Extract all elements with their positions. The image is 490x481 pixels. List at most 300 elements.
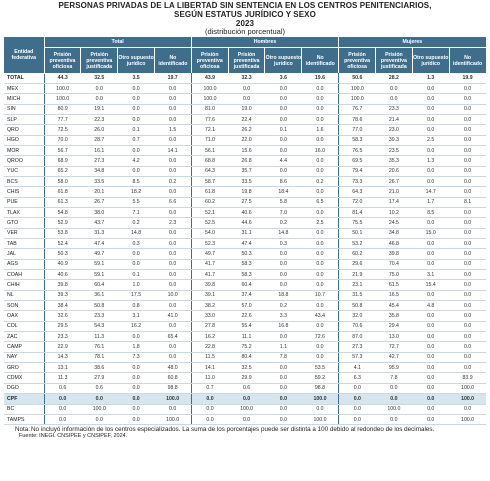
table-row: [4, 83, 486, 93]
row-value: 28.2: [375, 73, 412, 83]
row-value: 100.0: [302, 394, 339, 404]
row-value: 61.5: [375, 280, 412, 290]
row-value: 52.3: [191, 239, 228, 249]
row-entity: AGS: [4, 259, 44, 269]
row-value: 2.5: [412, 135, 449, 145]
row-value: 3.1: [118, 311, 155, 321]
row-value: 57.0: [228, 301, 265, 311]
row-value: 40.6: [44, 270, 81, 280]
row-value: 0.0: [412, 94, 449, 104]
row-value: 43.9: [191, 73, 228, 83]
row-value: 0.0: [412, 373, 449, 383]
row-value: 50.3: [44, 249, 81, 259]
row-value: 0.0: [412, 114, 449, 124]
table-row: [4, 94, 486, 104]
table-row: [4, 290, 486, 300]
subheader: Otro supuesto jurídico: [118, 48, 155, 74]
row-value: 68.9: [44, 156, 81, 166]
row-value: 50.8: [339, 301, 376, 311]
row-value: 26.0: [81, 125, 118, 135]
row-value: 0.0: [118, 414, 155, 424]
row-value: 0.6: [228, 383, 265, 393]
row-value: 55.4: [228, 321, 265, 331]
row-value: 43.4: [302, 311, 339, 321]
row-value: 5.8: [265, 197, 302, 207]
row-value: 0.0: [302, 207, 339, 217]
row-value: 0.0: [154, 104, 191, 114]
row-value: 0.0: [449, 332, 486, 342]
table-row: [4, 197, 486, 207]
row-value: 0.0: [44, 404, 81, 414]
row-value: 27.3: [81, 156, 118, 166]
row-value: 0.0: [449, 301, 486, 311]
row-value: 0.0: [449, 125, 486, 135]
row-value: 0.0: [339, 414, 376, 424]
row-value: 37.4: [228, 290, 265, 300]
row-value: 34.8: [81, 166, 118, 176]
subheader: No identificado: [154, 48, 191, 74]
row-entity: SON: [4, 301, 44, 311]
row-value: 50.8: [81, 301, 118, 311]
row-value: 58.3: [228, 270, 265, 280]
row-value: 22.3: [81, 114, 118, 124]
row-value: 0.0: [449, 166, 486, 176]
row-entity: SIN: [4, 104, 44, 114]
row-value: 26.7: [81, 197, 118, 207]
row-entity: COAH: [4, 270, 44, 280]
row-value: 38.4: [44, 301, 81, 311]
row-value: 0.0: [154, 114, 191, 124]
row-value: 59.1: [81, 259, 118, 269]
row-value: 44.6: [228, 218, 265, 228]
row-value: 0.0: [265, 166, 302, 176]
row-value: 0.0: [154, 228, 191, 238]
row-value: 43.7: [81, 218, 118, 228]
row-value: 73.3: [339, 176, 376, 186]
row-entity: MEX: [4, 83, 44, 93]
table-row: [4, 145, 486, 155]
table-row: [4, 311, 486, 321]
row-value: 0.0: [302, 135, 339, 145]
table-row: [4, 301, 486, 311]
row-value: 0.0: [191, 394, 228, 404]
subheader: Prisión preventiva oficiosa: [191, 48, 228, 74]
row-value: 39.3: [44, 290, 81, 300]
row-value: 0.7: [118, 135, 155, 145]
row-value: 0.0: [449, 404, 486, 414]
row-value: 50.3: [228, 249, 265, 259]
row-value: 52.1: [191, 207, 228, 217]
table-note: [15, 426, 459, 434]
row-value: 0.0: [44, 394, 81, 404]
row-value: 0.0: [449, 311, 486, 321]
row-entity: OAX: [4, 311, 44, 321]
row-value: 0.0: [154, 321, 191, 331]
row-value: 0.0: [412, 383, 449, 393]
row-value: 0.0: [302, 280, 339, 290]
table-row: [4, 239, 486, 249]
row-value: 0.0: [375, 94, 412, 104]
row-value: 100.0: [449, 414, 486, 424]
row-value: 16.0: [302, 145, 339, 155]
row-value: 0.0: [302, 94, 339, 104]
row-value: 16.2: [118, 321, 155, 331]
row-value: 15.4: [412, 280, 449, 290]
row-value: 26.7: [375, 176, 412, 186]
row-value: 11.1: [228, 332, 265, 342]
row-value: 1.6: [302, 125, 339, 135]
row-value: 65.2: [44, 166, 81, 176]
row-value: 14.7: [412, 187, 449, 197]
row-value: 3.5: [118, 73, 155, 83]
row-value: 0.0: [339, 404, 376, 414]
row-value: 7.1: [118, 207, 155, 217]
row-value: 0.0: [118, 83, 155, 93]
row-value: 58.0: [44, 176, 81, 186]
row-value: 0.0: [449, 228, 486, 238]
row-entity: GTO: [4, 218, 44, 228]
row-value: 23.3: [44, 332, 81, 342]
row-value: 83.9: [449, 373, 486, 383]
row-value: 53.2: [339, 239, 376, 249]
row-value: 0.1: [118, 270, 155, 280]
row-value: 19.9: [449, 73, 486, 83]
row-entity: TAB: [4, 239, 44, 249]
row-value: 0.0: [154, 207, 191, 217]
row-value: 77.0: [339, 125, 376, 135]
row-entity: TLAX: [4, 207, 44, 217]
row-entity: VER: [4, 228, 44, 238]
row-value: 32.3: [228, 73, 265, 83]
row-value: 0.0: [375, 383, 412, 393]
row-value: 35.7: [228, 166, 265, 176]
table-row: [4, 125, 486, 135]
row-value: 0.0: [302, 239, 339, 249]
row-value: 95.9: [375, 363, 412, 373]
row-value: 0.0: [118, 373, 155, 383]
row-entity: TOTAL: [4, 73, 44, 83]
table-row: [4, 207, 486, 217]
row-value: 58.3: [228, 259, 265, 269]
row-value: 0.0: [412, 125, 449, 135]
row-value: 0.0: [265, 332, 302, 342]
row-value: 49.7: [191, 249, 228, 259]
row-value: 76.5: [339, 145, 376, 155]
row-value: 0.0: [228, 394, 265, 404]
table-row: [4, 383, 486, 393]
row-entity: CHIH: [4, 280, 44, 290]
row-value: 38.2: [191, 301, 228, 311]
table-row: [4, 135, 486, 145]
row-value: 19.8: [228, 187, 265, 197]
row-entity: GRO: [4, 363, 44, 373]
row-value: 39.8: [44, 280, 81, 290]
row-value: 81.0: [191, 104, 228, 114]
row-value: 0.0: [302, 249, 339, 259]
subheader: No identificado: [449, 48, 486, 74]
row-value: 20.6: [375, 166, 412, 176]
row-value: 0.7: [191, 383, 228, 393]
row-value: 35.3: [375, 156, 412, 166]
row-value: 3.1: [412, 270, 449, 280]
row-value: 61.3: [44, 197, 81, 207]
table-row: [4, 104, 486, 114]
row-value: 0.0: [265, 104, 302, 114]
row-value: 23.3: [81, 311, 118, 321]
row-entity: ZAC: [4, 332, 44, 342]
row-value: 0.0: [449, 239, 486, 249]
row-value: 15.6: [228, 145, 265, 155]
row-value: 0.0: [449, 259, 486, 269]
row-value: 34.8: [375, 228, 412, 238]
row-value: 100.0: [228, 404, 265, 414]
row-value: 27.9: [81, 373, 118, 383]
table-row: [4, 373, 486, 383]
header-group-hombres: Hombres: [191, 37, 338, 48]
row-entity: MICH: [4, 94, 44, 104]
row-value: 4.1: [339, 363, 376, 373]
row-value: 22.0: [228, 135, 265, 145]
row-value: 61.8: [191, 187, 228, 197]
row-value: 0.0: [302, 352, 339, 362]
row-value: 100.0: [191, 83, 228, 93]
row-value: 100.0: [375, 404, 412, 414]
title-year: 2023: [235, 19, 255, 28]
row-value: 0.0: [118, 114, 155, 124]
row-value: 46.8: [375, 239, 412, 249]
header-group-mujeres: Mujeres: [339, 37, 486, 48]
table-row: [4, 363, 486, 373]
header-group-total: Total: [44, 37, 191, 48]
table-source: Fuente: INEGI. CNSIPEE y CNSIPEF, 2024.: [19, 433, 128, 440]
row-value: 59.1: [81, 270, 118, 280]
row-value: 0.0: [412, 83, 449, 93]
row-value: 1.5: [154, 125, 191, 135]
row-value: 4.8: [412, 301, 449, 311]
row-value: 38.0: [81, 207, 118, 217]
table-row: [4, 73, 486, 83]
row-value: 53.5: [302, 363, 339, 373]
row-value: 0.0: [449, 176, 486, 186]
row-entity: MOR: [4, 145, 44, 155]
row-value: 57.3: [339, 352, 376, 362]
row-value: 18.4: [265, 187, 302, 197]
row-value: 60.8: [154, 373, 191, 383]
row-value: 0.0: [412, 259, 449, 269]
row-value: 100.0: [339, 94, 376, 104]
row-value: 0.0: [154, 156, 191, 166]
row-value: 0.0: [118, 404, 155, 414]
row-value: 98.8: [154, 383, 191, 393]
row-value: 75.0: [375, 270, 412, 280]
row-value: 20.1: [81, 187, 118, 197]
row-value: 52.5: [191, 218, 228, 228]
row-entity: SLP: [4, 114, 44, 124]
row-value: 31.1: [228, 228, 265, 238]
row-value: 0.0: [118, 104, 155, 114]
row-value: 54.3: [81, 321, 118, 331]
table-row: [4, 342, 486, 352]
row-value: 32.5: [81, 73, 118, 83]
row-value: 0.0: [81, 94, 118, 104]
row-value: 0.0: [265, 83, 302, 93]
row-value: 0.0: [228, 83, 265, 93]
row-value: 0.0: [412, 290, 449, 300]
row-value: 23.5: [375, 145, 412, 155]
subheader: Prisión preventiva justificada: [228, 48, 265, 74]
row-value: 0.0: [302, 270, 339, 280]
row-value: 42.7: [375, 352, 412, 362]
row-value: 0.0: [449, 321, 486, 331]
row-value: 61.8: [44, 187, 81, 197]
row-value: 0.0: [412, 321, 449, 331]
row-value: 19.7: [154, 73, 191, 83]
row-value: 0.0: [154, 352, 191, 362]
row-value: 0.3: [265, 239, 302, 249]
subheader: No identificado: [302, 48, 339, 74]
row-value: 0.0: [118, 383, 155, 393]
row-value: 15.0: [412, 228, 449, 238]
row-value: 59.2: [302, 373, 339, 383]
row-value: 0.0: [339, 394, 376, 404]
row-value: 58.7: [191, 176, 228, 186]
table-row: [4, 114, 486, 124]
row-entity: CHIS: [4, 187, 44, 197]
row-value: 0.0: [154, 342, 191, 352]
row-value: 56.7: [44, 145, 81, 155]
row-value: 40.9: [44, 259, 81, 269]
row-value: 0.0: [412, 342, 449, 352]
row-value: 41.0: [154, 311, 191, 321]
row-value: 98.8: [302, 383, 339, 393]
row-value: 21.9: [339, 270, 376, 280]
title-line-2: SEGÚN ESTATUS JURÍDICO Y SEXO: [174, 10, 316, 19]
row-value: 0.0: [412, 363, 449, 373]
row-value: 13.0: [375, 332, 412, 342]
row-value: 0.0: [302, 228, 339, 238]
row-value: 100.0: [449, 394, 486, 404]
row-value: 0.0: [449, 249, 486, 259]
row-value: 0.0: [154, 404, 191, 414]
row-value: 70.4: [375, 259, 412, 269]
row-value: 4.4: [265, 156, 302, 166]
row-value: 0.0: [44, 414, 81, 424]
row-value: 100.0: [191, 94, 228, 104]
row-value: 100.0: [44, 94, 81, 104]
row-value: 5.5: [118, 197, 155, 207]
row-entity: NL: [4, 290, 44, 300]
row-value: 100.0: [339, 83, 376, 93]
subtitle: (distribución porcentual): [204, 27, 286, 36]
row-value: 0.0: [302, 342, 339, 352]
row-value: 0.0: [449, 280, 486, 290]
row-value: 49.7: [81, 249, 118, 259]
row-value: 0.0: [412, 176, 449, 186]
row-value: 1.3: [412, 156, 449, 166]
row-value: 16.5: [375, 290, 412, 300]
row-value: 8.5: [412, 207, 449, 217]
row-value: 14.8: [265, 228, 302, 238]
row-value: 8.5: [118, 176, 155, 186]
row-entity: YUC: [4, 166, 44, 176]
row-entity: CAMP: [4, 342, 44, 352]
row-value: 33.0: [191, 311, 228, 321]
row-entity: BCS: [4, 176, 44, 186]
row-value: 39.8: [191, 280, 228, 290]
row-value: 23.0: [375, 125, 412, 135]
row-value: 11.0: [191, 373, 228, 383]
row-value: 0.0: [412, 145, 449, 155]
row-value: 41.7: [191, 270, 228, 280]
row-value: 50.6: [339, 73, 376, 83]
row-value: 0.0: [118, 363, 155, 373]
row-value: 0.0: [154, 135, 191, 145]
row-value: 31.3: [81, 228, 118, 238]
row-value: 78.6: [339, 114, 376, 124]
row-value: 14.8: [118, 228, 155, 238]
subheader: Prisión preventiva oficiosa: [339, 48, 376, 74]
row-value: 100.0: [154, 414, 191, 424]
subheader: Otro supuesto jurídico: [265, 48, 302, 74]
row-entity: HGO: [4, 135, 44, 145]
row-value: 0.0: [449, 187, 486, 197]
row-value: 0.0: [265, 394, 302, 404]
row-value: 0.0: [265, 94, 302, 104]
row-value: 19.1: [81, 104, 118, 114]
row-value: 10.7: [302, 290, 339, 300]
row-value: 8.1: [449, 197, 486, 207]
row-value: 6.6: [154, 197, 191, 207]
row-value: 29.4: [375, 321, 412, 331]
row-value: 31.5: [339, 290, 376, 300]
row-value: 0.0: [449, 135, 486, 145]
row-value: 11.5: [191, 352, 228, 362]
row-entity: NAY: [4, 352, 44, 362]
row-value: 47.4: [81, 239, 118, 249]
row-value: 29.5: [44, 321, 81, 331]
row-value: 0.0: [118, 166, 155, 176]
row-value: 21.4: [375, 114, 412, 124]
row-value: 29.9: [228, 373, 265, 383]
table-row: [4, 176, 486, 186]
row-value: 44.3: [44, 73, 81, 83]
row-value: 64.3: [191, 166, 228, 176]
row-value: 52.9: [44, 218, 81, 228]
row-value: 0.3: [118, 239, 155, 249]
row-value: 0.6: [44, 383, 81, 393]
row-value: 87.0: [339, 332, 376, 342]
row-value: 77.6: [191, 114, 228, 124]
row-value: 47.4: [228, 239, 265, 249]
row-value: 64.3: [339, 187, 376, 197]
row-value: 0.0: [265, 280, 302, 290]
row-value: 0.0: [449, 363, 486, 373]
subheader: Otro supuesto jurídico: [412, 48, 449, 74]
row-value: 54.8: [44, 207, 81, 217]
row-value: 24.5: [375, 218, 412, 228]
row-value: 60.4: [228, 280, 265, 290]
row-value: 27.3: [339, 342, 376, 352]
row-value: 0.0: [265, 135, 302, 145]
row-value: 0.0: [339, 383, 376, 393]
row-value: 0.0: [154, 301, 191, 311]
row-value: 17.5: [118, 290, 155, 300]
row-value: 0.0: [154, 239, 191, 249]
row-value: 100.0: [44, 83, 81, 93]
row-value: 60.2: [339, 249, 376, 259]
row-value: 76.7: [339, 104, 376, 114]
row-value: 0.0: [81, 394, 118, 404]
